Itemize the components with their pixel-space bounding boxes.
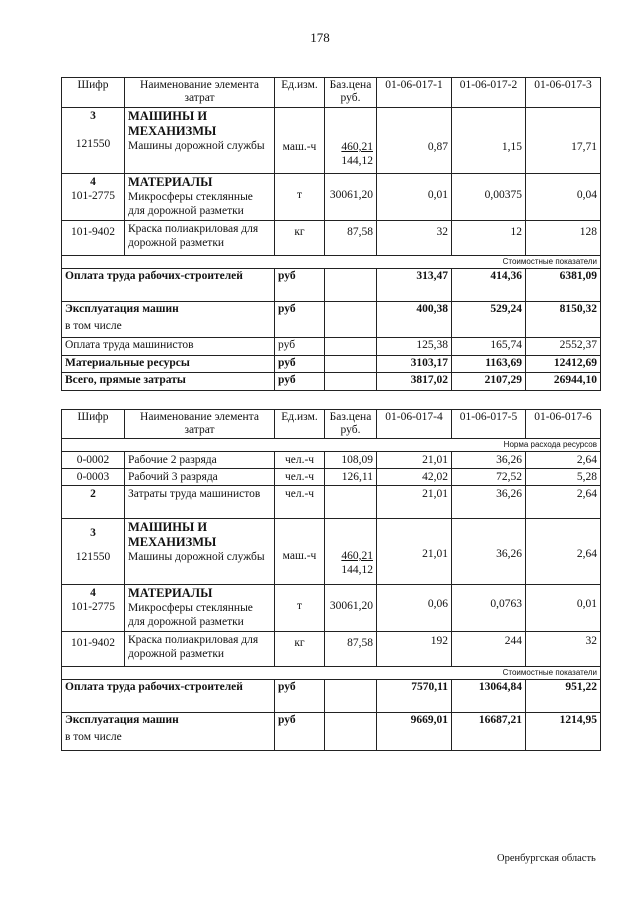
mat1-name-cell bbox=[125, 174, 275, 221]
header-name: Наименование элемента затрат bbox=[125, 410, 275, 439]
machine-value-3: 2,64 bbox=[526, 519, 601, 585]
mat2-code: 101-9402 bbox=[62, 221, 125, 256]
summary-operators-value-1: 125,38 bbox=[377, 338, 452, 356]
summary-labor-unit: руб bbox=[275, 269, 325, 302]
mat2-value-2: 12 bbox=[452, 221, 526, 256]
w2-value-3: 5,28 bbox=[526, 469, 601, 486]
table-row-operator-labor bbox=[62, 486, 601, 519]
machine-code: 121550 bbox=[75, 551, 111, 563]
summary-operators-value-2: 165,74 bbox=[452, 338, 526, 356]
machine-value-2: 1,15 bbox=[452, 108, 526, 174]
machine-unit: маш.-ч bbox=[275, 519, 325, 585]
summary-materials-label: Материальные ресурсы bbox=[62, 356, 275, 373]
mat1-unit: т bbox=[275, 174, 325, 221]
mat2-unit: кг bbox=[275, 632, 325, 667]
summary-labor-label: Оплата труда рабочих-строителей bbox=[62, 269, 275, 302]
mat1-value-3: 0,04 bbox=[526, 174, 601, 221]
summary-machines-value-3: 1214,95 bbox=[526, 713, 601, 751]
mat1-value-2: 0,0763 bbox=[452, 585, 526, 632]
header-name: Наименование элемента затрат bbox=[125, 78, 275, 108]
mat2-price: 87,58 bbox=[325, 632, 377, 667]
resource-table-1 bbox=[61, 77, 601, 391]
mat1-value-3: 0,01 bbox=[526, 585, 601, 632]
summary-materials-value-3: 12412,69 bbox=[526, 356, 601, 373]
footer-region: Оренбургская область bbox=[497, 853, 596, 864]
summary-operators-value-3: 2552,37 bbox=[526, 338, 601, 356]
machines-section-number: 3 bbox=[90, 110, 96, 122]
summary-machines-value-2: 16687,21 bbox=[452, 713, 526, 751]
w1-value-1: 21,01 bbox=[377, 452, 452, 469]
w1-name: Рабочие 2 разряда bbox=[125, 452, 275, 469]
lab-name: Затраты труда машинистов bbox=[125, 486, 275, 519]
summary-row-total bbox=[62, 373, 601, 391]
mat1-price: 30061,20 bbox=[325, 585, 377, 632]
summary-machines-cell bbox=[62, 302, 275, 338]
cost-caption: Стоимостные показатели bbox=[62, 667, 601, 680]
machine-price-2: 144,12 bbox=[341, 564, 373, 576]
machines-section-number: 3 bbox=[90, 527, 96, 539]
summary-row-machines bbox=[62, 302, 601, 338]
resource-table-2 bbox=[61, 409, 601, 751]
table-row-machines bbox=[62, 519, 601, 585]
summary-row-labor bbox=[62, 269, 601, 302]
mat1-code: 101-2775 bbox=[70, 190, 116, 202]
mat1-name: Микросферы стеклянные для дорожной разметки bbox=[128, 191, 253, 217]
w2-price: 126,11 bbox=[325, 469, 377, 486]
w2-unit: чел.-ч bbox=[275, 469, 325, 486]
summary-labor-value-1: 313,47 bbox=[377, 269, 452, 302]
machine-value-3: 17,71 bbox=[526, 108, 601, 174]
materials-section-number: 4 bbox=[90, 176, 96, 188]
lab-value-1: 21,01 bbox=[377, 486, 452, 519]
summary-row-machines bbox=[62, 713, 601, 751]
header-code: Шифр bbox=[62, 410, 125, 439]
summary-labor-value-1: 7570,11 bbox=[377, 680, 452, 713]
w1-code: 0-0002 bbox=[62, 452, 125, 469]
mat1-code-cell bbox=[62, 174, 125, 221]
table-row-materials-1 bbox=[62, 585, 601, 632]
w2-name: Рабочий 3 разряда bbox=[125, 469, 275, 486]
summary-machines-value-1: 400,38 bbox=[377, 302, 452, 338]
w2-code: 0-0003 bbox=[62, 469, 125, 486]
header-base-price: Баз.цена руб. bbox=[325, 410, 377, 439]
summary-operators-unit: руб bbox=[275, 338, 325, 356]
summary-machines-value-3: 8150,32 bbox=[526, 302, 601, 338]
summary-labor-label: Оплата труда рабочих-строителей bbox=[62, 680, 275, 713]
summary-labor-value-3: 951,22 bbox=[526, 680, 601, 713]
mat2-code: 101-9402 bbox=[62, 632, 125, 667]
mat2-name: Краска полиакриловая для дорожной разметки bbox=[125, 632, 275, 667]
mat2-value-1: 192 bbox=[377, 632, 452, 667]
mat1-value-1: 0,01 bbox=[377, 174, 452, 221]
mat2-price: 87,58 bbox=[325, 221, 377, 256]
machine-code: 121550 bbox=[75, 138, 111, 150]
summary-row-labor bbox=[62, 680, 601, 713]
summary-machines-unit: руб bbox=[275, 302, 325, 338]
machine-unit: маш.-ч bbox=[275, 108, 325, 174]
mat2-name: Краска полиакриловая для дорожной разметки bbox=[125, 221, 275, 256]
materials-section-title: МАТЕРИАЛЫ bbox=[128, 175, 213, 189]
header-unit: Ед.изм. bbox=[275, 78, 325, 108]
header-col-2: 01-06-017-2 bbox=[452, 78, 526, 108]
header-col-6: 01-06-017-6 bbox=[526, 410, 601, 439]
mat1-price: 30061,20 bbox=[325, 174, 377, 221]
cost-caption-row bbox=[62, 667, 601, 680]
machines-code-cell bbox=[62, 108, 125, 174]
summary-total-label: Всего, прямые затраты bbox=[62, 373, 275, 391]
machines-code-cell bbox=[62, 519, 125, 585]
summary-materials-value-2: 1163,69 bbox=[452, 356, 526, 373]
summary-machines-label: Эксплуатация машин bbox=[65, 714, 179, 726]
cost-caption: Стоимостные показатели bbox=[62, 256, 601, 269]
header-base-price: Баз.цена руб. bbox=[325, 78, 377, 108]
table-row-materials-2 bbox=[62, 221, 601, 256]
mat2-value-3: 32 bbox=[526, 632, 601, 667]
mat2-value-3: 128 bbox=[526, 221, 601, 256]
w2-value-1: 42,02 bbox=[377, 469, 452, 486]
materials-section-title: МАТЕРИАЛЫ bbox=[128, 586, 213, 600]
table-header-row bbox=[62, 78, 601, 108]
machine-name: Машины дорожной службы bbox=[128, 140, 265, 152]
table-header-row bbox=[62, 410, 601, 439]
summary-machines-value-2: 529,24 bbox=[452, 302, 526, 338]
summary-operators-label: Оплата труда машинистов bbox=[62, 338, 275, 356]
machine-price-1: 460,21 bbox=[341, 550, 373, 562]
machines-name-cell bbox=[125, 108, 275, 174]
machine-name: Машины дорожной службы bbox=[128, 551, 265, 563]
lab-value-3: 2,64 bbox=[526, 486, 601, 519]
summary-row-operators bbox=[62, 338, 601, 356]
machines-name-cell bbox=[125, 519, 275, 585]
machine-value-2: 36,26 bbox=[452, 519, 526, 585]
machine-value-1: 21,01 bbox=[377, 519, 452, 585]
summary-machines-cell bbox=[62, 713, 275, 751]
machine-price-1: 460,21 bbox=[341, 141, 373, 153]
w1-value-3: 2,64 bbox=[526, 452, 601, 469]
table-row-worker-2 bbox=[62, 452, 601, 469]
norm-caption-row bbox=[62, 439, 601, 452]
w1-value-2: 36,26 bbox=[452, 452, 526, 469]
summary-machines-value-1: 9669,01 bbox=[377, 713, 452, 751]
header-col-5: 01-06-017-5 bbox=[452, 410, 526, 439]
table-row-materials-1 bbox=[62, 174, 601, 221]
summary-materials-unit: руб bbox=[275, 356, 325, 373]
header-code: Шифр bbox=[62, 78, 125, 108]
summary-labor-value-3: 6381,09 bbox=[526, 269, 601, 302]
machine-price-cell bbox=[325, 108, 377, 174]
lab-value-2: 36,26 bbox=[452, 486, 526, 519]
mat1-unit: т bbox=[275, 585, 325, 632]
machine-value-1: 0,87 bbox=[377, 108, 452, 174]
summary-total-value-2: 2107,29 bbox=[452, 373, 526, 391]
summary-total-unit: руб bbox=[275, 373, 325, 391]
header-col-3: 01-06-017-3 bbox=[526, 78, 601, 108]
header-col-4: 01-06-017-4 bbox=[377, 410, 452, 439]
summary-row-materials bbox=[62, 356, 601, 373]
summary-total-value-1: 3817,02 bbox=[377, 373, 452, 391]
summary-machines-sub: в том числе bbox=[65, 731, 122, 743]
page-number: 178 bbox=[310, 30, 330, 45]
machine-price-cell bbox=[325, 519, 377, 585]
machine-price-2: 144,12 bbox=[341, 155, 373, 167]
summary-labor-value-2: 13064,84 bbox=[452, 680, 526, 713]
mat1-name-cell bbox=[125, 585, 275, 632]
header-col-1: 01-06-017-1 bbox=[377, 78, 452, 108]
summary-machines-label: Эксплуатация машин bbox=[65, 303, 179, 315]
summary-machines-unit: руб bbox=[275, 713, 325, 751]
mat2-value-1: 32 bbox=[377, 221, 452, 256]
lab-code: 2 bbox=[62, 486, 125, 519]
mat1-name: Микросферы стеклянные для дорожной разметки bbox=[128, 602, 253, 628]
table-row-machines bbox=[62, 108, 601, 174]
mat1-value-1: 0,06 bbox=[377, 585, 452, 632]
mat1-code: 101-2775 bbox=[70, 601, 116, 613]
w1-price: 108,09 bbox=[325, 452, 377, 469]
summary-total-value-3: 26944,10 bbox=[526, 373, 601, 391]
norm-caption: Норма расхода ресурсов bbox=[62, 439, 601, 452]
summary-machines-sub: в том числе bbox=[65, 320, 122, 332]
header-unit: Ед.изм. bbox=[275, 410, 325, 439]
materials-section-number: 4 bbox=[90, 587, 96, 599]
summary-labor-value-2: 414,36 bbox=[452, 269, 526, 302]
table-row-materials-2 bbox=[62, 632, 601, 667]
summary-labor-unit: руб bbox=[275, 680, 325, 713]
w2-value-2: 72,52 bbox=[452, 469, 526, 486]
table-row-worker-3 bbox=[62, 469, 601, 486]
lab-unit: чел.-ч bbox=[275, 486, 325, 519]
machines-section-title: МАШИНЫ И МЕХАНИЗМЫ bbox=[128, 520, 217, 549]
w1-unit: чел.-ч bbox=[275, 452, 325, 469]
mat1-value-2: 0,00375 bbox=[452, 174, 526, 221]
summary-materials-value-1: 3103,17 bbox=[377, 356, 452, 373]
mat1-code-cell bbox=[62, 585, 125, 632]
mat2-value-2: 244 bbox=[452, 632, 526, 667]
cost-caption-row bbox=[62, 256, 601, 269]
machines-section-title: МАШИНЫ И МЕХАНИЗМЫ bbox=[128, 109, 217, 138]
mat2-unit: кг bbox=[275, 221, 325, 256]
